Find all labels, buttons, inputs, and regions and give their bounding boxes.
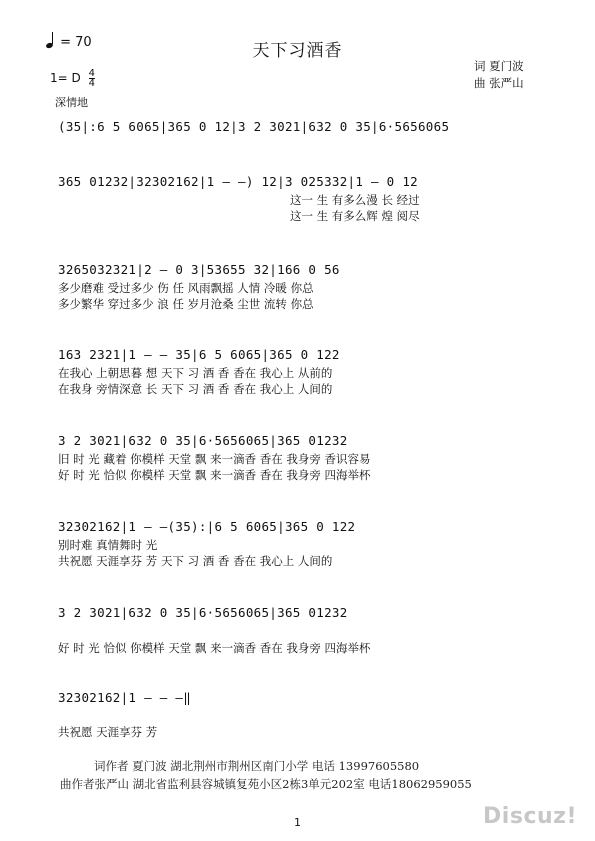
score-line-7: 3 2 3021|632 0 35|6·5656065|365 01232 xyxy=(58,605,348,620)
time-signature-bottom: 4 xyxy=(88,78,95,89)
lyric-line-4b: 在我身 旁情深意 长 天下 习 酒 香 香在 我心上 人间的 xyxy=(58,382,333,396)
lyric-line-2a: 这一 生 有多么漫 长 经过 xyxy=(290,193,420,207)
lyricist-contact: 词作者 夏门波 湖北荆州市荆州区南门小学 电话 13997605580 xyxy=(94,759,420,773)
composer-credit: 曲 张严山 xyxy=(474,76,524,90)
time-signature xyxy=(89,69,95,88)
lyric-line-7: 好 时 光 恰似 你模样 天堂 飘 来一滴香 香在 我身旁 四海举杯 xyxy=(58,641,371,655)
lyric-line-3a: 多少磨难 受过多少 伤 任 风雨飘摇 人情 冷暖 你总 xyxy=(58,281,314,295)
score-line-8: 32302162|1 — — —‖ xyxy=(58,690,192,705)
lyric-line-5a: 旧 时 光 藏着 你模样 天堂 飘 来一滴香 香在 我身旁 香识容易 xyxy=(58,452,371,466)
page-number: 1 xyxy=(294,816,301,829)
score-line-6: 32302162|1 — —(35):|6 5 6065|365 0 122 xyxy=(58,519,356,534)
song-title: 天下习酒香 xyxy=(252,41,343,61)
score-line-2: 365 01232|32302162|1 — —) 12|3 025332|1 — 0 12 xyxy=(58,174,418,189)
score-line-3: 3265032321|2 — 0 3|53655 32|166 0 56 xyxy=(58,262,340,277)
score-line-1: (35|:6 5 6065|365 0 12|3 2 3021|632 0 35|6·5656065 xyxy=(58,119,450,134)
lyric-line-6b: 共祝愿 天涯享芬 芳 天下 习 酒 香 香在 我心上 人间的 xyxy=(58,554,333,568)
forum-watermark: Discuz! xyxy=(483,804,577,829)
tempo-value: = 70 xyxy=(60,35,92,50)
lyric-line-2b: 这一 生 有多么辉 煌 阅尽 xyxy=(290,209,420,223)
lyric-line-3b: 多少繁华 穿过多少 浪 任 岁月沧桑 尘世 流转 你总 xyxy=(58,297,314,311)
lyric-line-5b: 好 时 光 恰似 你模样 天堂 飘 来一滴香 香在 我身旁 四海举杯 xyxy=(58,468,371,482)
lyricist-credit: 词 夏门波 xyxy=(474,59,524,73)
lyric-line-4a: 在我心 上朝思暮 想 天下 习 酒 香 香在 我心上 从前的 xyxy=(58,366,333,380)
lyric-line-6a: 别时难 真情舞时 光 xyxy=(58,538,158,552)
key-signature xyxy=(50,69,95,88)
time-signature-top: 4 xyxy=(88,68,95,79)
composer-contact: 曲作者张严山 湖北省监利县容城镇复苑小区2栋3单元202室 电话18062959055 xyxy=(60,777,472,791)
expression-marking: 深情地 xyxy=(55,96,88,109)
score-line-5: 3 2 3021|632 0 35|6·5656065|365 01232 xyxy=(58,433,348,448)
key-label: 1= D xyxy=(50,71,81,85)
lyric-line-8: 共祝愿 天涯享芬 芳 xyxy=(58,725,158,739)
score-line-4: 163 2321|1 — — 35|6 5 6065|365 0 122 xyxy=(58,347,340,362)
